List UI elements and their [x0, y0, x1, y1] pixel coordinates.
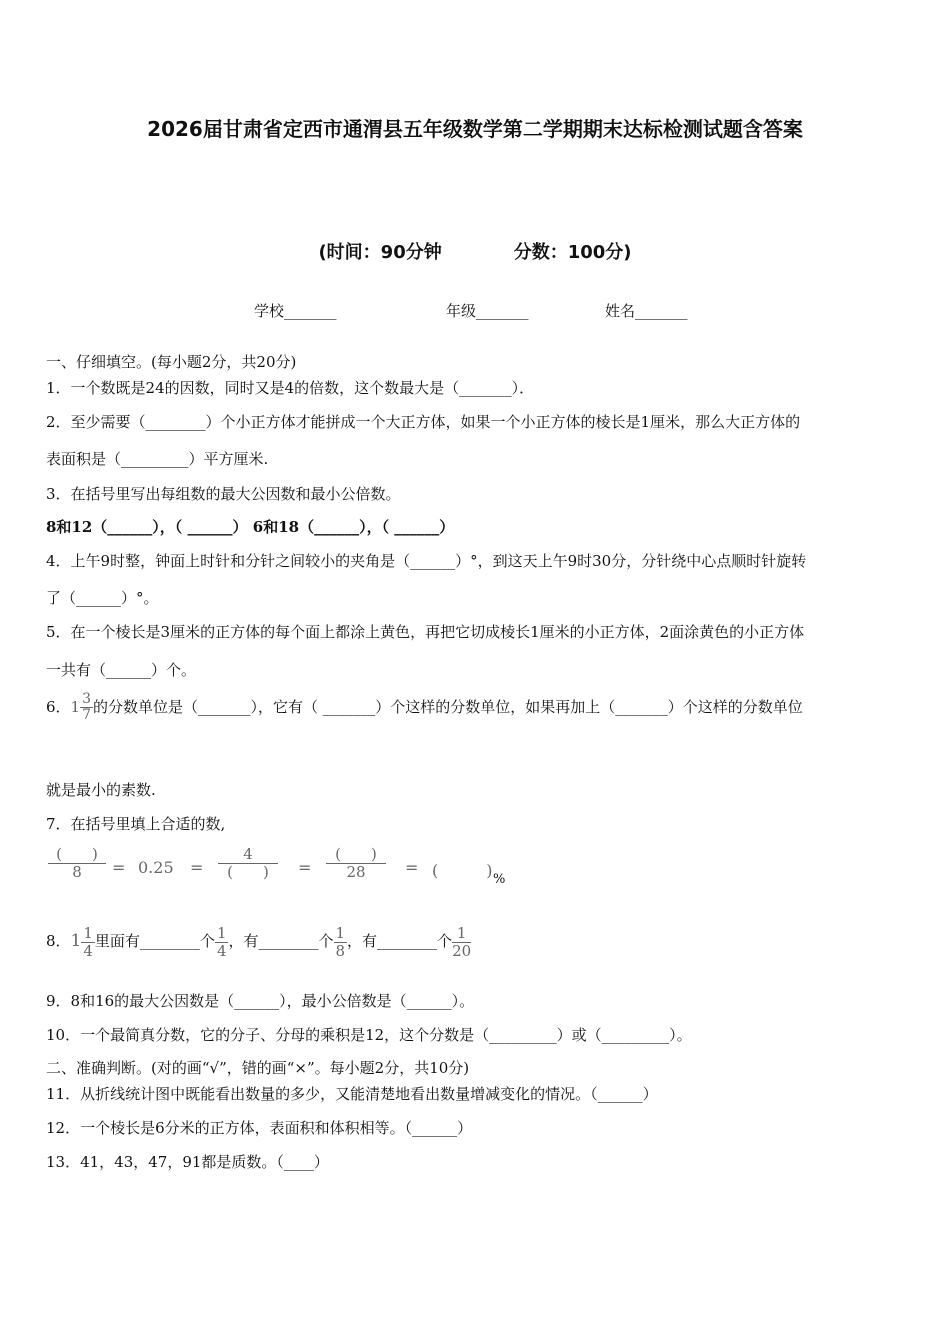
section-heading-2: 二、准确判断。(对的画“√”，错的画“×”。每小题2分，共10分)	[46, 1059, 470, 1077]
question-13: 13．41，43，47，91都是质数。（____）	[46, 1153, 329, 1171]
name-field[interactable]: 姓名_______	[605, 302, 688, 320]
question-5-line-1: 5．在一个棱长是3厘米的正方体的每个面上都涂上黄色，再把它切成棱长1厘米的小正方体，2面涂黄色的小正方体	[46, 623, 805, 641]
equals-sign: =	[112, 858, 126, 877]
question-4-line-2: 了（______）°。	[46, 589, 159, 607]
q7-fraction-2: $\frac{4}{( )}$	[218, 846, 278, 880]
score-label: 分数：100分)	[513, 242, 632, 263]
exam-meta	[0, 238, 950, 264]
question-4-line-1: 4．上午9时整，钟面上时针和分针之间较小的夹角是（______）°，到这天上午9时30分，分针绕中心点顺时针旋转	[46, 552, 807, 570]
question-12: 12．一个棱长是6分米的正方体，表面积和体积相等。（______）	[46, 1119, 473, 1137]
page-title: 2026届甘肃省定西市通渭县五年级数学第二学期期末达标检测试题含答案	[147, 117, 803, 141]
question-3: 3．在括号里写出每组数的最大公因数和最小公倍数。	[46, 485, 401, 503]
question-7: 7．在括号里填上合适的数,	[46, 815, 226, 833]
time-label: (时间：90分钟	[318, 242, 442, 263]
school-field[interactable]: 学校_______	[254, 302, 337, 320]
fraction: $\frac{3}{7}$	[82, 691, 92, 724]
question-6-line-2: 就是最小的素数.	[46, 781, 156, 799]
equals-sign: =	[298, 858, 312, 877]
question-9: 9．8和16的最大公因数是（______），最小公倍数是（______）。	[46, 992, 475, 1010]
question-8: 8．1 $\frac{1}{4}$ 里面有________个 $\frac{1}{4}$ ，有________个 $\frac{1}{8}$ ，有________个 $\frac{1}{20}$	[46, 924, 472, 960]
question-1: 1．一个数既是24的因数，同时又是4的倍数，这个数最大是（_______）．	[46, 379, 535, 397]
question-2-line-1: 2．至少需要（________）个小正方体才能拼成一个大正方体，如果一个小正方体的棱长是1厘米，那么大正方体的	[46, 413, 801, 431]
q7-fraction-1: $\frac{( )}{8}$	[48, 846, 106, 880]
mixed-number-whole: 1	[70, 697, 81, 716]
question-2-line-2: 表面积是（_________）平方厘米.	[46, 450, 269, 468]
question-6: 6．1 $\frac{3}{7}$ 的分数单位是（_______），它有（ _______）个这样的分数单位，如果再加上（_______）个这样的分数单位	[46, 691, 803, 724]
question-11: 11．从折线统计图中既能看出数量的多少，又能清楚地看出数量增减变化的情况。（______）	[46, 1085, 658, 1103]
q7-fraction-3: $\frac{( )}{28}$	[326, 846, 386, 880]
question-3-blanks: 8和12（______），（ ______） 6和18（______），（ ______）	[46, 518, 455, 536]
grade-field[interactable]: 年级_______	[446, 302, 529, 320]
percent-sign: %	[493, 872, 506, 887]
decimal-value: 0.25	[138, 858, 174, 877]
answer-paren: ( )	[432, 861, 493, 880]
equals-sign: =	[190, 858, 204, 877]
question-5-line-2: 一共有（______）个。	[46, 661, 197, 679]
question-10: 10．一个最简真分数，它的分子、分母的乘积是12，这个分数是（_________）或（_________）。	[46, 1026, 692, 1044]
equals-sign: =	[405, 858, 419, 877]
section-heading-1: 一、仔细填空。(每小题2分，共20分)	[46, 353, 297, 371]
